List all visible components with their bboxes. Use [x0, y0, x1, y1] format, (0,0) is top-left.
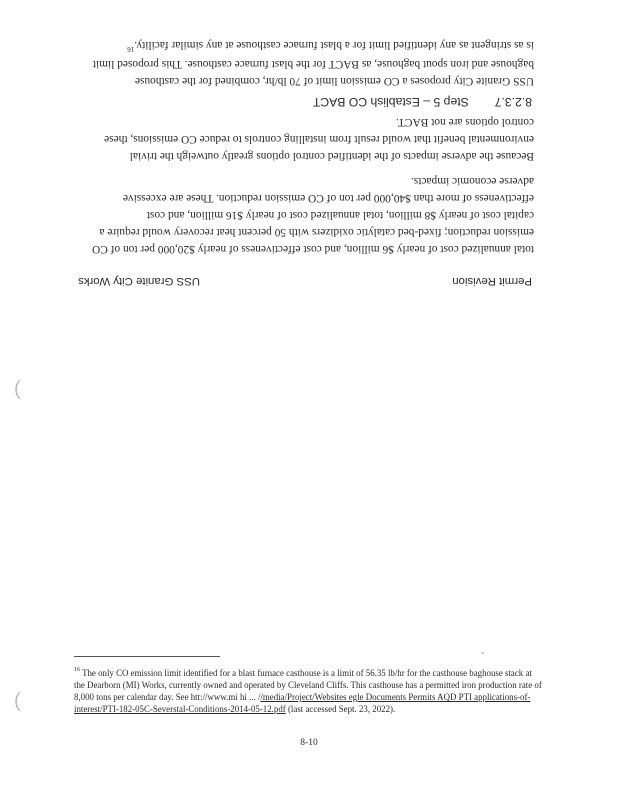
paragraph-1-line-4: effectiveness of more than $40,000 per ton of CO emission reduction. These are excessive	[122, 192, 534, 204]
footnote-link-prefix: ://www.mi hi ... /	[200, 692, 261, 702]
footnote-link[interactable]: /media/Project/Websites egle Documents Permits AQD PTI applications-of-interest/PTI-182-05C-Severstal-Conditions-2014-05-12.pdf	[74, 692, 531, 714]
paragraph-3-line-3	[127, 39, 534, 53]
footnote-text: The only CO emission limit identified for a blast furnace casthouse is a limit of 56.35 lb/hr for the casthouse baghouse stack at the Dearborn (MI) Works, currently owned and operated by Cleveland Cliffs. This casthouse has a permitted iron production rate of 8,000 tons per calendar day. See htt	[74, 668, 542, 702]
paragraph-1-line-3: capital cost of nearly $8 million, total annualized cost of nearly $16 million, and cost	[146, 209, 534, 221]
footnote-access-note: (last accessed Sept. 23, 2022).	[285, 704, 396, 714]
paragraph-1-line-2: emission reduction; fixed-bed catalytic oxidizers with 50 percent heat recovery would require a	[99, 226, 534, 238]
punch-hole-mark: (	[14, 690, 21, 712]
section-number: 8.2.3.7	[494, 95, 532, 109]
section-title: Step 5 – Establish CO BACT	[312, 95, 469, 109]
margin-dash: -	[481, 648, 485, 659]
punch-hole-mark: (	[14, 378, 21, 400]
footnote-separator	[74, 656, 220, 657]
page-header-left: USS Granite City Works	[78, 275, 200, 287]
page-number: 8-10	[300, 738, 318, 748]
page-header-right: Permit Revision	[452, 275, 532, 287]
footnote-reference: 16	[127, 45, 135, 53]
paragraph-2-line-3: control options are not BACT.	[395, 116, 534, 128]
paragraph-3-line-1: USS Granite City proposes a CO emission limit of 70 lb/hr, combined for the casthouse	[134, 75, 534, 87]
paragraph-3-line-3-text: is as stringent as any identified limit for a blast furnace casthouse at any similar facility.	[134, 39, 534, 52]
section-heading	[313, 95, 532, 109]
paragraph-1-line-5: adverse economic impacts.	[410, 175, 534, 187]
footnote	[74, 667, 544, 715]
paragraph-3-line-2: baghouse and iron spout baghouse, as BACT for the blast furnace casthouse. This proposed limit	[92, 58, 534, 70]
paragraph-2-line-1: Because the adverse impacts of the identified control options greatly outweigh the trivial	[129, 150, 534, 162]
inverted-page-region	[0, 0, 618, 300]
paragraph-2-line-2: environmental benefit that would result from installing controls to reduce CO emissions, these	[104, 133, 534, 145]
footnote-marker: 16	[74, 667, 80, 673]
paragraph-1-line-1: total annualized cost of nearly $6 million, and cost effectiveness of nearly $20,000 per ton of CO	[91, 243, 534, 255]
